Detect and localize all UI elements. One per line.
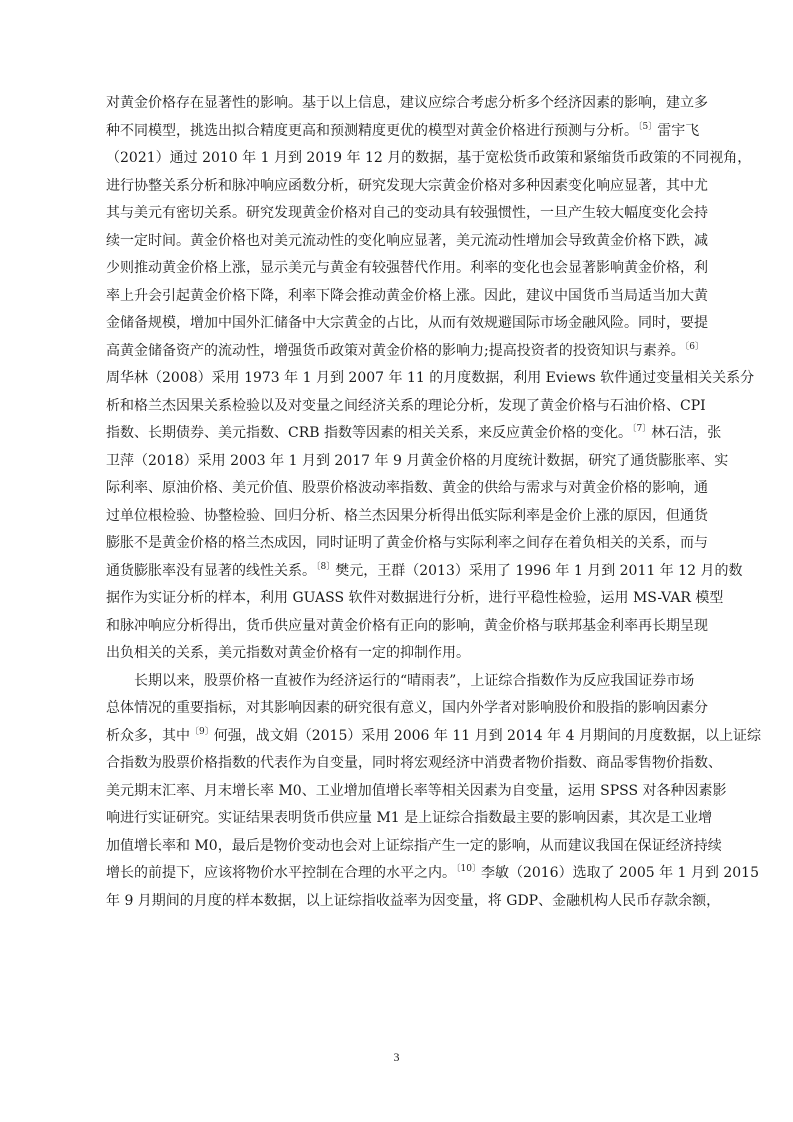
text-line [106,613,708,641]
text-line [106,805,713,833]
text-segment: 对黄金价格存在显著性的影响。基于以上信息，建议应综合考虑分析多个经济因素的影响，建立多 [106,95,708,111]
text-segment: 卫萍（2018）采用 2003 年 1 月到 2017 年 9 月黄金价格的月度统计数据，研究了通货膨胀率、实 [106,452,729,469]
page-number: 3 [393,1050,400,1064]
text-segment: 加值增长率和 M0，最后是物价变动也会对上证综指产生一定的影响，从而建议我国在保证经济持续 [106,837,722,854]
text-segment: 和脉冲响应分析得出，货币供应量对黄金价格有正向的影响，黄金价格与联邦基金利率再长期呈现 [106,617,708,634]
text-segment: 美元期末汇率、月末增长率 M0、工业增加值增长率等相关因素为自变量，运用 SPSS 对各种因素影 [106,782,727,799]
text-segment: 据作为实证分析的样本，利用 GUASS 软件对数据进行分析，进行平稳性检验，运用 MS-VAR 模型 [106,590,724,606]
text-segment: （2021）通过 2010 年 1 月到 2019 年 12 月的数据，基于宽松货币政策和紧缩货币政策的不同视角， [106,150,752,166]
text-segment: 率上升会引起黄金价格下降，利率下降会推动黄金价格上涨。因此，建议中国货币当局适当加大黄 [106,287,708,304]
text-line [106,283,708,311]
text-line [106,833,722,861]
text-line [106,255,708,283]
text-segment: 际利率、原油价格、美元价值、股票价格波动率指数、黄金的供给与需求与对黄金价格的影响，通 [106,480,708,496]
text-segment: 金储备规模，增加中国外汇储备中大宗黄金的占比，从而有效规避国际市场金融风险。同时，要提 [106,315,708,331]
text-segment: 析和格兰杰因果关系检验以及对变量之间经济关系的理论分析，发现了黄金价格与石油价格、CPI [106,397,706,414]
text-line [106,640,688,668]
text-line [106,695,708,723]
text-segment: 指数、长期债券、美元指数、CRB 指数等因素的相关关系，来反应黄金价格的变化。 [106,425,632,441]
text-segment: 过单位根检验、协整检验、回归分析、格兰杰因果分析得出低实际利率是金价上涨的原因，但通货 [106,507,708,524]
text-segment: 膨胀不是黄金价格的格兰杰成因，同时证明了黄金价格与实际利率之间存在着负相关的关系，而与 [106,535,708,551]
text-segment: 少则推动黄金价格上涨，显示美元与黄金有较强替代作用。利率的变化也会显著影响黄金价格，利 [106,260,708,276]
body-text [106,90,761,915]
text-segment: 总体情况的重要指标，对其影响因素的研究很有意义，国内外学者对影响股价和股指的影响因素分 [106,700,708,716]
text-line [106,145,752,173]
text-segment: 其与美元有密切关系。研究发现黄金价格对自己的变动具有较强惯性，一旦产生较大幅度变化会持 [106,205,708,221]
text-segment: 增长的前提下，应该将物价水平控制在合理的水平之内。 [106,865,456,881]
text-line [106,530,708,558]
text-line [106,365,755,393]
citation-marker: 〔9〕 [190,726,214,737]
paragraph-gold-price-review [106,90,755,668]
text-line [106,503,708,531]
text-line [106,668,695,696]
text-line [106,750,722,778]
text-segment: 响进行实证研究。实证结果表明货币供应量 M1 是上证综合指数最主要的影响因素，其次是工业增 [106,810,713,826]
text-line [106,118,700,146]
citation-marker: 〔8〕 [316,561,336,572]
citation-marker: 〔7〕 [632,424,652,434]
text-line [106,393,706,421]
text-segment: 进行协整关系分析和脉冲响应函数分析，研究发现大宗黄金价格对多种因素变化响应显著，其中尤 [106,177,708,194]
text-segment: 析众多，其中 [106,727,190,744]
text-segment: 樊元，王群（2013）采用了 1996 年 1 月到 2011 年 12 月的数 [335,562,743,579]
text-segment: 通货膨胀率没有显著的线性关系。 [106,562,316,579]
text-segment: 何强，战文娟（2015）采用 2006 年 11 月到 2014 年 4 月期间的月度数据，以上证综 [213,727,761,744]
paragraph-stock-index-review [106,668,761,916]
text-line [106,338,704,366]
text-segment: 年 9 月期间的月度的样本数据，以上证综指收益率为因变量，将 GDP、金融机构人民币存款余额， [106,892,721,909]
citation-marker: 〔5〕 [638,121,658,132]
citation-marker: 〔10〕 [456,864,481,874]
text-segment: 种不同模型，挑选出拟合精度更高和预测精度更优的模型对黄金价格进行预测与分析。 [106,122,638,139]
text-line [106,778,727,806]
text-segment: 李敏（2016）选取了 2005 年 1 月到 2015 [480,865,759,881]
text-line [106,585,724,613]
text-line [106,228,708,256]
text-line [106,173,708,201]
text-segment: 出负相关的关系，美元指数对黄金价格有一定的抑制作用。 [106,645,470,661]
text-segment: 周华林（2008）采用 1973 年 1 月到 2007 年 11 的月度数据，利用 Eviews 软件通过变量相关关系分 [106,370,755,386]
citation-marker: 〔6〕 [684,341,704,352]
text-line [106,888,721,916]
text-line [106,420,722,448]
text-segment: 长期以来，股票价格一直被作为经济运行的“晴雨表”，上证综合指数作为反应我国证券市场 [134,672,695,689]
text-line [106,723,761,751]
text-line [106,558,743,586]
text-line [106,475,708,503]
text-segment: 雷宇飞 [657,122,700,139]
text-line [106,860,759,888]
text-segment: 续一定时间。黄金价格也对美元流动性的变化响应显著，美元流动性增加会导致黄金价格下跌，减 [106,232,708,249]
text-line [106,200,708,228]
text-segment: 林石洁，张 [651,425,722,441]
text-segment: 合指数为股票价格指数的代表作为自变量，同时将宏观经济中消费者物价指数、商品零售物价指数、 [106,755,722,771]
text-line [106,448,729,476]
text-line [106,310,708,338]
text-segment: 高黄金储备资产的流动性，增强货币政策对黄金价格的影响力;提高投资者的投资知识与素养。 [106,342,685,359]
text-line [106,90,708,118]
